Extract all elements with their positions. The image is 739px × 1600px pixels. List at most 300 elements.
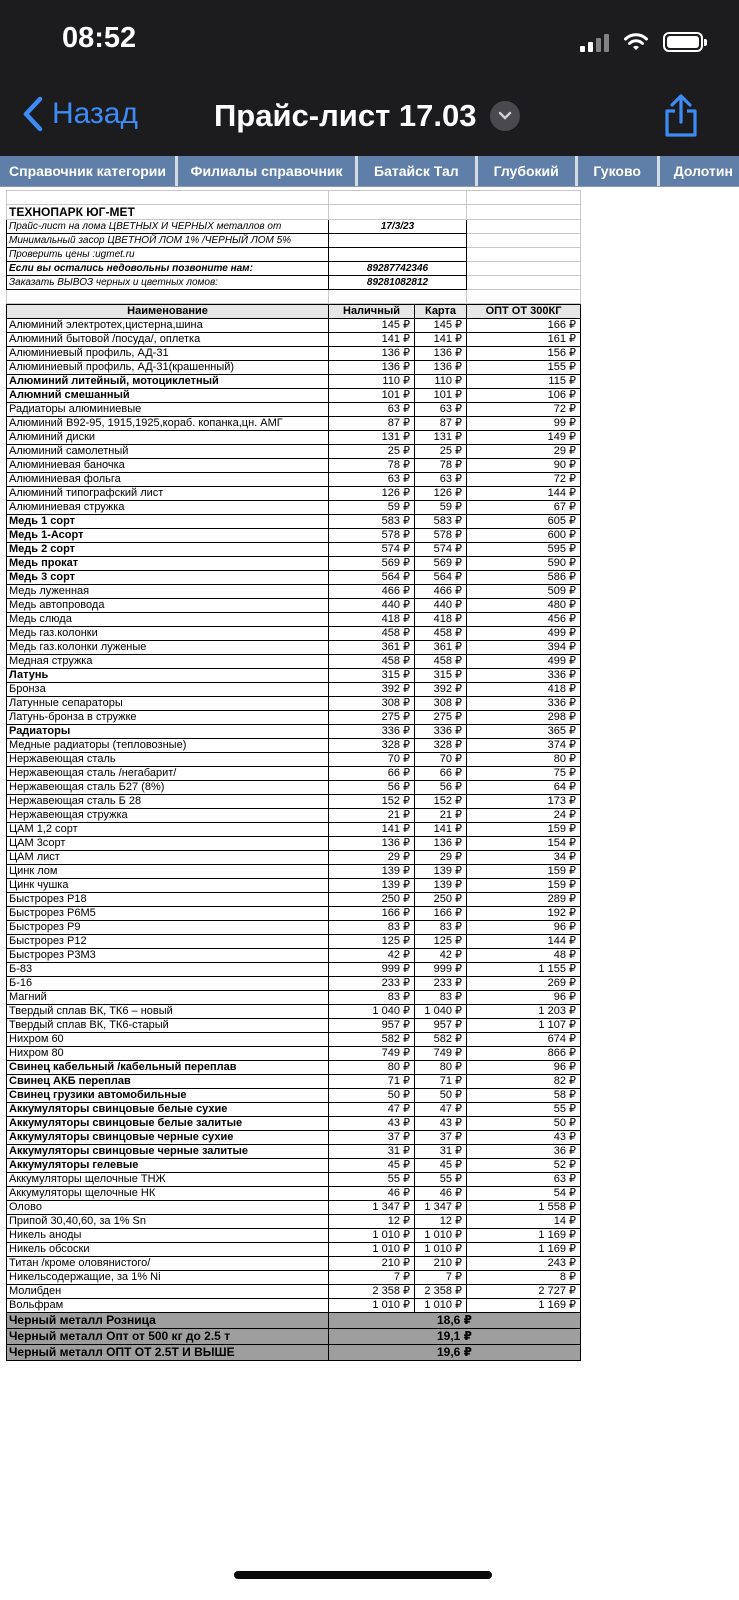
- price-cash[interactable]: 87 ₽: [329, 417, 415, 431]
- item-name[interactable]: Никель обсоски: [7, 1243, 329, 1257]
- price-card[interactable]: 139 ₽: [415, 879, 467, 893]
- price-opt[interactable]: 159 ₽: [467, 823, 581, 837]
- price-opt[interactable]: 509 ₽: [467, 585, 581, 599]
- item-name[interactable]: Твердый сплав ВК, ТК6-старый: [7, 1019, 329, 1033]
- price-cash[interactable]: 47 ₽: [329, 1103, 415, 1117]
- price-card[interactable]: 458 ₽: [415, 655, 467, 669]
- price-opt[interactable]: 64 ₽: [467, 781, 581, 795]
- price-card[interactable]: 46 ₽: [415, 1187, 467, 1201]
- item-name[interactable]: Припой 30,40,60, за 1% Sn: [7, 1215, 329, 1229]
- item-name[interactable]: Аккумуляторы щелочные НК: [7, 1187, 329, 1201]
- price-cash[interactable]: 315 ₽: [329, 669, 415, 683]
- item-name[interactable]: Свинец грузики автомобильные: [7, 1089, 329, 1103]
- price-cash[interactable]: 59 ₽: [329, 501, 415, 515]
- item-name[interactable]: Алюминий самолетный: [7, 445, 329, 459]
- price-cash[interactable]: 152 ₽: [329, 795, 415, 809]
- price-card[interactable]: 56 ₽: [415, 781, 467, 795]
- price-cash[interactable]: 392 ₽: [329, 683, 415, 697]
- price-opt[interactable]: 595 ₽: [467, 543, 581, 557]
- price-card[interactable]: 21 ₽: [415, 809, 467, 823]
- price-opt[interactable]: 36 ₽: [467, 1145, 581, 1159]
- price-cash[interactable]: 328 ₽: [329, 739, 415, 753]
- price-card[interactable]: 131 ₽: [415, 431, 467, 445]
- price-card[interactable]: 66 ₽: [415, 767, 467, 781]
- price-opt[interactable]: 499 ₽: [467, 627, 581, 641]
- price-cash[interactable]: 45 ₽: [329, 1159, 415, 1173]
- tab-gukovo[interactable]: Гуково: [578, 156, 660, 186]
- price-card[interactable]: 361 ₽: [415, 641, 467, 655]
- tab-filialy-spravochnik[interactable]: Филиалы справочник: [178, 156, 358, 186]
- price-card[interactable]: 139 ₽: [415, 865, 467, 879]
- price-card[interactable]: 749 ₽: [415, 1047, 467, 1061]
- price-opt[interactable]: 2 727 ₽: [467, 1285, 581, 1299]
- price-card[interactable]: 250 ₽: [415, 893, 467, 907]
- price-opt[interactable]: 24 ₽: [467, 809, 581, 823]
- price-opt[interactable]: 154 ₽: [467, 837, 581, 851]
- price-card[interactable]: 136 ₽: [415, 837, 467, 851]
- item-name[interactable]: Медь автопровода: [7, 599, 329, 613]
- black-metal-name[interactable]: Черный металл ОПТ ОТ 2.5Т И ВЫШЕ: [7, 1345, 329, 1361]
- price-card[interactable]: 275 ₽: [415, 711, 467, 725]
- price-card[interactable]: 7 ₽: [415, 1271, 467, 1285]
- price-card[interactable]: 125 ₽: [415, 935, 467, 949]
- price-card[interactable]: 210 ₽: [415, 1257, 467, 1271]
- item-name[interactable]: Быстрорез Р3М3: [7, 949, 329, 963]
- price-card[interactable]: 145 ₽: [415, 319, 467, 333]
- price-cash[interactable]: 63 ₽: [329, 403, 415, 417]
- price-card[interactable]: 59 ₽: [415, 501, 467, 515]
- price-opt[interactable]: 63 ₽: [467, 1173, 581, 1187]
- price-opt[interactable]: 90 ₽: [467, 459, 581, 473]
- price-card[interactable]: 1 040 ₽: [415, 1005, 467, 1019]
- price-card[interactable]: 83 ₽: [415, 921, 467, 935]
- price-card[interactable]: 233 ₽: [415, 977, 467, 991]
- price-card[interactable]: 47 ₽: [415, 1103, 467, 1117]
- price-opt[interactable]: 586 ₽: [467, 571, 581, 585]
- chevron-down-icon[interactable]: [490, 101, 520, 131]
- item-name[interactable]: Аккумуляторы свинцовые черные сухие: [7, 1131, 329, 1145]
- price-card[interactable]: 42 ₽: [415, 949, 467, 963]
- price-card[interactable]: 70 ₽: [415, 753, 467, 767]
- share-button[interactable]: [662, 94, 700, 143]
- item-name[interactable]: Цинк чушка: [7, 879, 329, 893]
- price-cash[interactable]: 29 ₽: [329, 851, 415, 865]
- price-opt[interactable]: 298 ₽: [467, 711, 581, 725]
- item-name[interactable]: Нержавеющая стружка: [7, 809, 329, 823]
- price-card[interactable]: 957 ₽: [415, 1019, 467, 1033]
- price-cash[interactable]: 361 ₽: [329, 641, 415, 655]
- price-card[interactable]: 392 ₽: [415, 683, 467, 697]
- price-opt[interactable]: 1 107 ₽: [467, 1019, 581, 1033]
- price-cash[interactable]: 139 ₽: [329, 865, 415, 879]
- price-card[interactable]: 55 ₽: [415, 1173, 467, 1187]
- price-cash[interactable]: 31 ₽: [329, 1145, 415, 1159]
- price-opt[interactable]: 72 ₽: [467, 403, 581, 417]
- price-card[interactable]: 578 ₽: [415, 529, 467, 543]
- price-opt[interactable]: 394 ₽: [467, 641, 581, 655]
- price-opt[interactable]: 50 ₽: [467, 1117, 581, 1131]
- item-name[interactable]: Медь газ.колонки: [7, 627, 329, 641]
- price-cash[interactable]: 440 ₽: [329, 599, 415, 613]
- item-name[interactable]: Медь слюда: [7, 613, 329, 627]
- price-opt[interactable]: 96 ₽: [467, 921, 581, 935]
- item-name[interactable]: Свинец АКБ переплав: [7, 1075, 329, 1089]
- price-opt[interactable]: 480 ₽: [467, 599, 581, 613]
- price-cash[interactable]: 569 ₽: [329, 557, 415, 571]
- price-opt[interactable]: 600 ₽: [467, 529, 581, 543]
- price-card[interactable]: 1 347 ₽: [415, 1201, 467, 1215]
- price-opt[interactable]: 34 ₽: [467, 851, 581, 865]
- price-cash[interactable]: 957 ₽: [329, 1019, 415, 1033]
- price-opt[interactable]: 99 ₽: [467, 417, 581, 431]
- price-cash[interactable]: 145 ₽: [329, 319, 415, 333]
- item-name[interactable]: Алюминий В92-95, 1915,1925,кораб. копанка,цн. АМГ: [7, 417, 329, 431]
- price-card[interactable]: 136 ₽: [415, 361, 467, 375]
- price-card[interactable]: 37 ₽: [415, 1131, 467, 1145]
- price-cash[interactable]: 308 ₽: [329, 697, 415, 711]
- price-opt[interactable]: 336 ₽: [467, 669, 581, 683]
- item-name[interactable]: Латунь-бронза в стружке: [7, 711, 329, 725]
- black-metal-price[interactable]: 19,1 ₽: [329, 1329, 581, 1345]
- price-cash[interactable]: 43 ₽: [329, 1117, 415, 1131]
- item-name[interactable]: Алюминий диски: [7, 431, 329, 445]
- price-card[interactable]: 418 ₽: [415, 613, 467, 627]
- item-name[interactable]: Медь газ.колонки луженые: [7, 641, 329, 655]
- price-cash[interactable]: 564 ₽: [329, 571, 415, 585]
- item-name[interactable]: Свинец кабельный /кабельный переплав: [7, 1061, 329, 1075]
- price-cash[interactable]: 7 ₽: [329, 1271, 415, 1285]
- price-cash[interactable]: 136 ₽: [329, 347, 415, 361]
- price-cash[interactable]: 578 ₽: [329, 529, 415, 543]
- price-card[interactable]: 583 ₽: [415, 515, 467, 529]
- price-opt[interactable]: 43 ₽: [467, 1131, 581, 1145]
- tab-dolotin[interactable]: Долотин: [660, 156, 739, 186]
- item-name[interactable]: Медь прокат: [7, 557, 329, 571]
- item-name[interactable]: Нихром 80: [7, 1047, 329, 1061]
- item-name[interactable]: Алюминий бытовой /посуда/, оплетка: [7, 333, 329, 347]
- item-name[interactable]: Магний: [7, 991, 329, 1005]
- price-card[interactable]: 78 ₽: [415, 459, 467, 473]
- price-opt[interactable]: 173 ₽: [467, 795, 581, 809]
- price-cash[interactable]: 136 ₽: [329, 361, 415, 375]
- item-name[interactable]: Алюминиевый профиль, АД-31: [7, 347, 329, 361]
- tab-bataisk-tal[interactable]: Батайск Тал: [358, 156, 478, 186]
- price-card[interactable]: 328 ₽: [415, 739, 467, 753]
- price-cash[interactable]: 66 ₽: [329, 767, 415, 781]
- item-name[interactable]: Аккумуляторы свинцовые белые залитые: [7, 1117, 329, 1131]
- price-opt[interactable]: 149 ₽: [467, 431, 581, 445]
- price-cash[interactable]: 336 ₽: [329, 725, 415, 739]
- price-opt[interactable]: 336 ₽: [467, 697, 581, 711]
- price-card[interactable]: 458 ₽: [415, 627, 467, 641]
- item-name[interactable]: Аккумуляторы свинцовые белые сухие: [7, 1103, 329, 1117]
- price-opt[interactable]: 499 ₽: [467, 655, 581, 669]
- price-opt[interactable]: 80 ₽: [467, 753, 581, 767]
- price-opt[interactable]: 456 ₽: [467, 613, 581, 627]
- price-opt[interactable]: 590 ₽: [467, 557, 581, 571]
- price-cash[interactable]: 139 ₽: [329, 879, 415, 893]
- price-opt[interactable]: 155 ₽: [467, 361, 581, 375]
- price-opt[interactable]: 52 ₽: [467, 1159, 581, 1173]
- price-card[interactable]: 2 358 ₽: [415, 1285, 467, 1299]
- price-opt[interactable]: 674 ₽: [467, 1033, 581, 1047]
- price-cash[interactable]: 250 ₽: [329, 893, 415, 907]
- price-opt[interactable]: 159 ₽: [467, 865, 581, 879]
- price-opt[interactable]: 1 558 ₽: [467, 1201, 581, 1215]
- price-cash[interactable]: 574 ₽: [329, 543, 415, 557]
- item-name[interactable]: Радиаторы: [7, 725, 329, 739]
- price-cash[interactable]: 37 ₽: [329, 1131, 415, 1145]
- price-card[interactable]: 12 ₽: [415, 1215, 467, 1229]
- price-card[interactable]: 1 010 ₽: [415, 1243, 467, 1257]
- item-name[interactable]: Латунные сепараторы: [7, 697, 329, 711]
- black-metal-price[interactable]: 18,6 ₽: [329, 1313, 581, 1329]
- item-name[interactable]: Радиаторы алюминиевые: [7, 403, 329, 417]
- item-name[interactable]: Алюминий электротех,цистерна,шина: [7, 319, 329, 333]
- price-cash[interactable]: 458 ₽: [329, 655, 415, 669]
- price-opt[interactable]: 82 ₽: [467, 1075, 581, 1089]
- price-card[interactable]: 71 ₽: [415, 1075, 467, 1089]
- price-cash[interactable]: 999 ₽: [329, 963, 415, 977]
- info-complaint-phone[interactable]: 89287742346: [329, 262, 467, 276]
- back-button[interactable]: [22, 96, 138, 132]
- price-card[interactable]: 1 010 ₽: [415, 1299, 467, 1313]
- price-card[interactable]: 569 ₽: [415, 557, 467, 571]
- price-cash[interactable]: 12 ₽: [329, 1215, 415, 1229]
- item-name[interactable]: Быстрорез Р12: [7, 935, 329, 949]
- item-name[interactable]: Титан /кроме оловянистого/: [7, 1257, 329, 1271]
- item-name[interactable]: Нихром 60: [7, 1033, 329, 1047]
- price-cash[interactable]: 583 ₽: [329, 515, 415, 529]
- price-cash[interactable]: 55 ₽: [329, 1173, 415, 1187]
- price-cash[interactable]: 466 ₽: [329, 585, 415, 599]
- item-name[interactable]: Нержавеющая сталь: [7, 753, 329, 767]
- price-opt[interactable]: 1 169 ₽: [467, 1299, 581, 1313]
- price-opt[interactable]: 866 ₽: [467, 1047, 581, 1061]
- price-opt[interactable]: 418 ₽: [467, 683, 581, 697]
- price-card[interactable]: 101 ₽: [415, 389, 467, 403]
- price-opt[interactable]: 269 ₽: [467, 977, 581, 991]
- price-cash[interactable]: 1 040 ₽: [329, 1005, 415, 1019]
- price-cash[interactable]: 21 ₽: [329, 809, 415, 823]
- price-cash[interactable]: 101 ₽: [329, 389, 415, 403]
- black-metal-price[interactable]: 19,6 ₽: [329, 1345, 581, 1361]
- price-cash[interactable]: 458 ₽: [329, 627, 415, 641]
- price-opt[interactable]: 144 ₽: [467, 935, 581, 949]
- item-name[interactable]: Бронза: [7, 683, 329, 697]
- price-opt[interactable]: 1 169 ₽: [467, 1229, 581, 1243]
- item-name[interactable]: Вольфрам: [7, 1299, 329, 1313]
- price-card[interactable]: 336 ₽: [415, 725, 467, 739]
- tab-glubokiy[interactable]: Глубокий: [478, 156, 578, 186]
- price-opt[interactable]: 96 ₽: [467, 991, 581, 1005]
- price-opt[interactable]: 96 ₽: [467, 1061, 581, 1075]
- price-cash[interactable]: 25 ₽: [329, 445, 415, 459]
- price-card[interactable]: 152 ₽: [415, 795, 467, 809]
- item-name[interactable]: Твердый сплав ВК, ТК6 – новый: [7, 1005, 329, 1019]
- price-card[interactable]: 166 ₽: [415, 907, 467, 921]
- price-opt[interactable]: 58 ₽: [467, 1089, 581, 1103]
- price-card[interactable]: 574 ₽: [415, 543, 467, 557]
- price-opt[interactable]: 8 ₽: [467, 1271, 581, 1285]
- item-name[interactable]: Медь 1-Асорт: [7, 529, 329, 543]
- item-name[interactable]: Алюминий литейный, мотоциклетный: [7, 375, 329, 389]
- price-cash[interactable]: 233 ₽: [329, 977, 415, 991]
- item-name[interactable]: Быстрорез Р18: [7, 893, 329, 907]
- price-cash[interactable]: 141 ₽: [329, 333, 415, 347]
- item-name[interactable]: Цинк лом: [7, 865, 329, 879]
- info-check-prices[interactable]: Проверить цены :ugmet.ru: [7, 248, 329, 262]
- price-cash[interactable]: 136 ₽: [329, 837, 415, 851]
- price-cash[interactable]: 71 ₽: [329, 1075, 415, 1089]
- black-metal-name[interactable]: Черный металл Розница: [7, 1313, 329, 1329]
- price-cash[interactable]: 1 010 ₽: [329, 1299, 415, 1313]
- price-opt[interactable]: 144 ₽: [467, 487, 581, 501]
- price-opt[interactable]: 48 ₽: [467, 949, 581, 963]
- price-card[interactable]: 25 ₽: [415, 445, 467, 459]
- price-card[interactable]: 315 ₽: [415, 669, 467, 683]
- price-cash[interactable]: 1 347 ₽: [329, 1201, 415, 1215]
- price-cash[interactable]: 63 ₽: [329, 473, 415, 487]
- item-name[interactable]: Нержавеющая сталь /негабарит/: [7, 767, 329, 781]
- price-opt[interactable]: 289 ₽: [467, 893, 581, 907]
- price-cash[interactable]: 275 ₽: [329, 711, 415, 725]
- price-card[interactable]: 110 ₽: [415, 375, 467, 389]
- item-name[interactable]: Алюминиевая фольга: [7, 473, 329, 487]
- item-name[interactable]: Б-83: [7, 963, 329, 977]
- price-opt[interactable]: 29 ₽: [467, 445, 581, 459]
- price-card[interactable]: 87 ₽: [415, 417, 467, 431]
- price-opt[interactable]: 14 ₽: [467, 1215, 581, 1229]
- price-card[interactable]: 126 ₽: [415, 487, 467, 501]
- item-name[interactable]: Аккумуляторы свинцовые черные залитые: [7, 1145, 329, 1159]
- price-opt[interactable]: 1 203 ₽: [467, 1005, 581, 1019]
- price-card[interactable]: 83 ₽: [415, 991, 467, 1005]
- item-name[interactable]: Никельсодержащие, за 1% Ni: [7, 1271, 329, 1285]
- price-opt[interactable]: 115 ₽: [467, 375, 581, 389]
- price-cash[interactable]: 131 ₽: [329, 431, 415, 445]
- item-name[interactable]: ЦАМ лист: [7, 851, 329, 865]
- item-name[interactable]: Аккумуляторы гелевые: [7, 1159, 329, 1173]
- price-card[interactable]: 141 ₽: [415, 823, 467, 837]
- item-name[interactable]: Алюминиевый профиль, АД-31(крашенный): [7, 361, 329, 375]
- price-cash[interactable]: 582 ₽: [329, 1033, 415, 1047]
- item-name[interactable]: Медь 1 сорт: [7, 515, 329, 529]
- price-cash[interactable]: 126 ₽: [329, 487, 415, 501]
- price-card[interactable]: 582 ₽: [415, 1033, 467, 1047]
- home-indicator[interactable]: [234, 1571, 492, 1579]
- price-card[interactable]: 50 ₽: [415, 1089, 467, 1103]
- price-cash[interactable]: 56 ₽: [329, 781, 415, 795]
- item-name[interactable]: Аккумуляторы щелочные ТНЖ: [7, 1173, 329, 1187]
- item-name[interactable]: Медные радиаторы (тепловозные): [7, 739, 329, 753]
- price-opt[interactable]: 166 ₽: [467, 319, 581, 333]
- price-cash[interactable]: 110 ₽: [329, 375, 415, 389]
- item-name[interactable]: Олово: [7, 1201, 329, 1215]
- item-name[interactable]: ЦАМ 3сорт: [7, 837, 329, 851]
- price-cash[interactable]: 210 ₽: [329, 1257, 415, 1271]
- document-title[interactable]: [214, 98, 520, 134]
- price-card[interactable]: 564 ₽: [415, 571, 467, 585]
- price-opt[interactable]: 75 ₽: [467, 767, 581, 781]
- price-opt[interactable]: 243 ₽: [467, 1257, 581, 1271]
- price-card[interactable]: 999 ₽: [415, 963, 467, 977]
- price-opt[interactable]: 374 ₽: [467, 739, 581, 753]
- item-name[interactable]: Нержавеющая сталь Б27 (8%): [7, 781, 329, 795]
- tab-spravochnik-kategorii[interactable]: Справочник категории: [0, 156, 178, 186]
- price-card[interactable]: 308 ₽: [415, 697, 467, 711]
- price-cash[interactable]: 418 ₽: [329, 613, 415, 627]
- price-card[interactable]: 440 ₽: [415, 599, 467, 613]
- price-cash[interactable]: 78 ₽: [329, 459, 415, 473]
- price-cash[interactable]: 46 ₽: [329, 1187, 415, 1201]
- item-name[interactable]: Медь 3 сорт: [7, 571, 329, 585]
- price-opt[interactable]: 54 ₽: [467, 1187, 581, 1201]
- price-opt[interactable]: 161 ₽: [467, 333, 581, 347]
- item-name[interactable]: Нержавеющая сталь Б 28: [7, 795, 329, 809]
- item-name[interactable]: Б-16: [7, 977, 329, 991]
- item-name[interactable]: Алюминиевая баночка: [7, 459, 329, 473]
- price-opt[interactable]: 106 ₽: [467, 389, 581, 403]
- price-card[interactable]: 43 ₽: [415, 1117, 467, 1131]
- price-cash[interactable]: 125 ₽: [329, 935, 415, 949]
- item-name[interactable]: Медная стружка: [7, 655, 329, 669]
- price-cash[interactable]: 749 ₽: [329, 1047, 415, 1061]
- price-card[interactable]: 136 ₽: [415, 347, 467, 361]
- item-name[interactable]: ЦАМ 1,2 сорт: [7, 823, 329, 837]
- price-cash[interactable]: 1 010 ₽: [329, 1229, 415, 1243]
- price-cash[interactable]: 83 ₽: [329, 991, 415, 1005]
- price-cash[interactable]: 50 ₽: [329, 1089, 415, 1103]
- item-name[interactable]: Молибден: [7, 1285, 329, 1299]
- item-name[interactable]: Медь луженная: [7, 585, 329, 599]
- item-name[interactable]: Алюмний смешанный: [7, 389, 329, 403]
- item-name[interactable]: Быстрорез Р6М5: [7, 907, 329, 921]
- item-name[interactable]: Медь 2 сорт: [7, 543, 329, 557]
- price-card[interactable]: 1 010 ₽: [415, 1229, 467, 1243]
- price-card[interactable]: 80 ₽: [415, 1061, 467, 1075]
- item-name[interactable]: Быстрорез Р9: [7, 921, 329, 935]
- price-opt[interactable]: 192 ₽: [467, 907, 581, 921]
- price-opt[interactable]: 72 ₽: [467, 473, 581, 487]
- price-cash[interactable]: 42 ₽: [329, 949, 415, 963]
- item-name[interactable]: Никель аноды: [7, 1229, 329, 1243]
- price-cash[interactable]: 70 ₽: [329, 753, 415, 767]
- price-cash[interactable]: 2 358 ₽: [329, 1285, 415, 1299]
- price-opt[interactable]: 1 169 ₽: [467, 1243, 581, 1257]
- info-order-phone[interactable]: 89281082812: [329, 276, 467, 290]
- price-opt[interactable]: 67 ₽: [467, 501, 581, 515]
- price-opt[interactable]: 159 ₽: [467, 879, 581, 893]
- price-card[interactable]: 466 ₽: [415, 585, 467, 599]
- price-opt[interactable]: 55 ₽: [467, 1103, 581, 1117]
- price-card[interactable]: 63 ₽: [415, 473, 467, 487]
- item-name[interactable]: Алюминиевая стружка: [7, 501, 329, 515]
- price-card[interactable]: 31 ₽: [415, 1145, 467, 1159]
- price-card[interactable]: 63 ₽: [415, 403, 467, 417]
- price-card[interactable]: 45 ₽: [415, 1159, 467, 1173]
- price-cash[interactable]: 141 ₽: [329, 823, 415, 837]
- price-opt[interactable]: 1 155 ₽: [467, 963, 581, 977]
- price-cash[interactable]: 80 ₽: [329, 1061, 415, 1075]
- price-cash[interactable]: 1 010 ₽: [329, 1243, 415, 1257]
- black-metal-name[interactable]: Черный металл Опт от 500 кг до 2.5 т: [7, 1329, 329, 1345]
- price-cash[interactable]: 166 ₽: [329, 907, 415, 921]
- item-name[interactable]: Латунь: [7, 669, 329, 683]
- item-name[interactable]: Алюминий типографский лист: [7, 487, 329, 501]
- price-card[interactable]: 29 ₽: [415, 851, 467, 865]
- price-opt[interactable]: 365 ₽: [467, 725, 581, 739]
